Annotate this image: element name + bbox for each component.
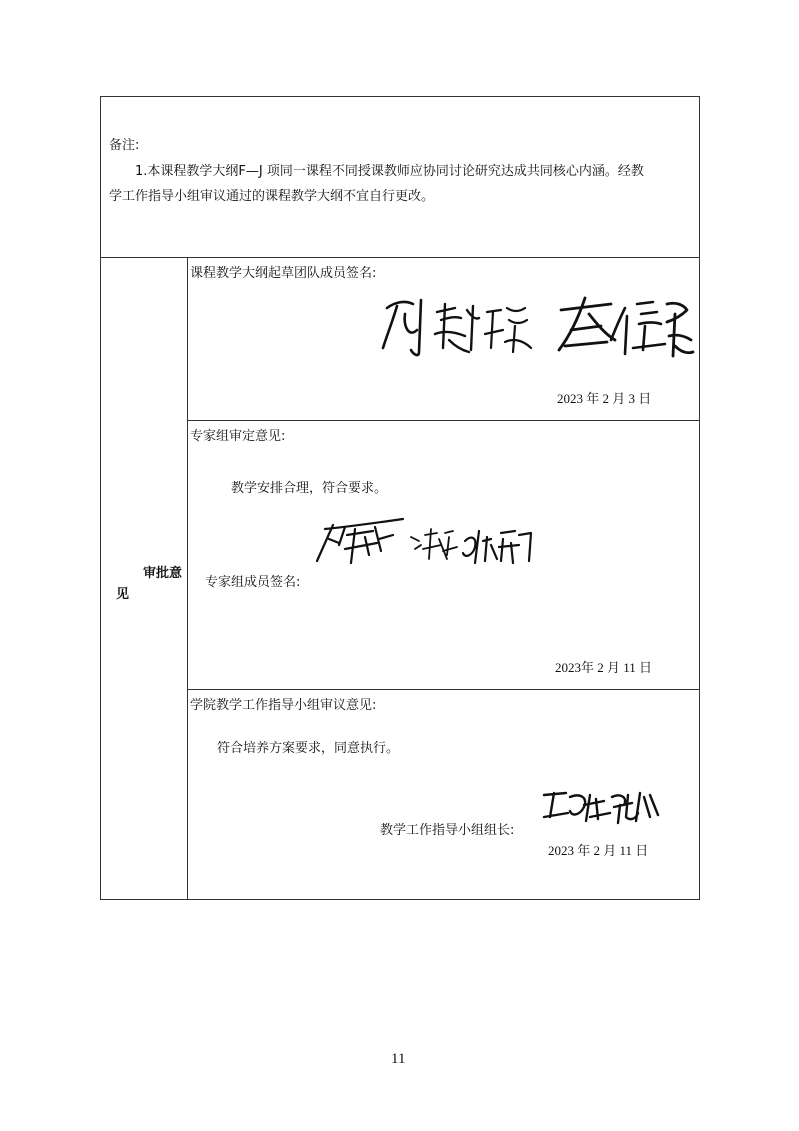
approval-side-label: 审批意 xyxy=(143,566,183,581)
drafting-date: 2023 年 2 月 3 日 xyxy=(557,391,652,406)
college-signature xyxy=(540,787,665,827)
college-sign-label: 教学工作指导小组组长: xyxy=(380,823,515,838)
approval-side-label-tail: 见 xyxy=(116,587,130,602)
row-divider-1 xyxy=(187,420,700,421)
remarks-line-2: 学工作指导小组审议通过的课程教学大纲不宜自行更改。 xyxy=(109,189,435,204)
drafting-title: 课程教学大纲起草团队成员签名: xyxy=(190,266,377,281)
expert-sign-label: 专家组成员签名: xyxy=(205,575,301,590)
expert-opinion: 教学安排合理，符合要求。 xyxy=(231,481,388,496)
expert-signature xyxy=(315,515,540,575)
row-divider-2 xyxy=(187,689,700,690)
expert-date: 2023年 2 月 11 日 xyxy=(555,660,653,675)
remarks-label: 备注: xyxy=(109,138,140,153)
drafting-signature xyxy=(375,290,695,365)
remarks-line-1: 1.本课程教学大纲F—J 项同一课程不同授课教师应协同讨论研究达成共同核心内涵。经教 xyxy=(135,164,644,179)
college-title: 学院教学工作指导小组审议意见: xyxy=(190,698,377,713)
college-date: 2023 年 2 月 11 日 xyxy=(548,843,649,858)
expert-title: 专家组审定意见: xyxy=(190,429,286,444)
page-number: 11 xyxy=(391,1051,406,1067)
approval-column-divider xyxy=(187,257,188,900)
college-opinion: 符合培养方案要求，同意执行。 xyxy=(217,741,400,756)
